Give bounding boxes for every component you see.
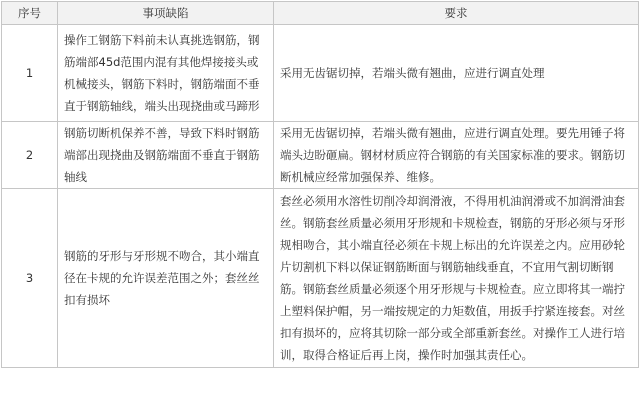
header-index: 序号 xyxy=(2,2,58,25)
row-defect: 操作工钢筋下料前未认真挑选钢筋，钢筋端部45d范围内混有其他焊接接头或机械接头，钢筋下料时，钢筋端面不垂直于钢筋轴线，端头出现挠曲或马蹄形 xyxy=(58,25,274,122)
row-index: 2 xyxy=(2,122,58,189)
row-requirement: 采用无齿锯切掉，若端头微有翘曲，应进行调直处理。要先用锤子将端头边盼砸扁。钢材材质应符合钢筋的有关国家标准的要求。钢筋切断机械应经常加强保养、维修。 xyxy=(274,122,639,189)
table-row xyxy=(2,25,639,122)
row-requirement: 套丝必须用水溶性切削冷却润滑液，不得用机油润滑或不加润滑油套丝。钢筋套丝质量必须用牙形规和卡规检查，钢筋的牙形必须与牙形规相吻合，其小端直径必须在卡规上标出的允许误差之内。应用砂轮片切割机下料以保证钢筋断面与钢筋轴线垂直，不宜用气割切断钢筋。钢筋套丝质量必须逐个用牙形规与卡规检查。应立即将其一端拧上塑料保护帽，另一端按规定的力矩数值，用扳手拧紧连接套。对丝扣有损坏的，应将其切除一部分或全部重新套丝。对操作工人进行培训，取得合格证后再上岗，操作时加强其责任心。 xyxy=(274,189,639,368)
table-header-row xyxy=(2,2,639,25)
row-index: 1 xyxy=(2,25,58,122)
header-requirement: 要求 xyxy=(274,2,639,25)
table-row xyxy=(2,122,639,189)
header-defect: 事项缺陷 xyxy=(58,2,274,25)
row-defect: 钢筋的牙形与牙形规不吻合，其小端直径在卡规的允许误差范围之外；套丝丝扣有损坏 xyxy=(58,189,274,368)
row-defect: 钢筋切断机保养不善，导致下料时钢筋端部出现挠曲及钢筋端面不垂直于钢筋轴线 xyxy=(58,122,274,189)
table-row xyxy=(2,189,639,368)
row-index: 3 xyxy=(2,189,58,368)
defects-table xyxy=(1,1,639,368)
row-requirement: 采用无齿锯切掉，若端头微有翘曲，应进行调直处理 xyxy=(274,25,639,122)
